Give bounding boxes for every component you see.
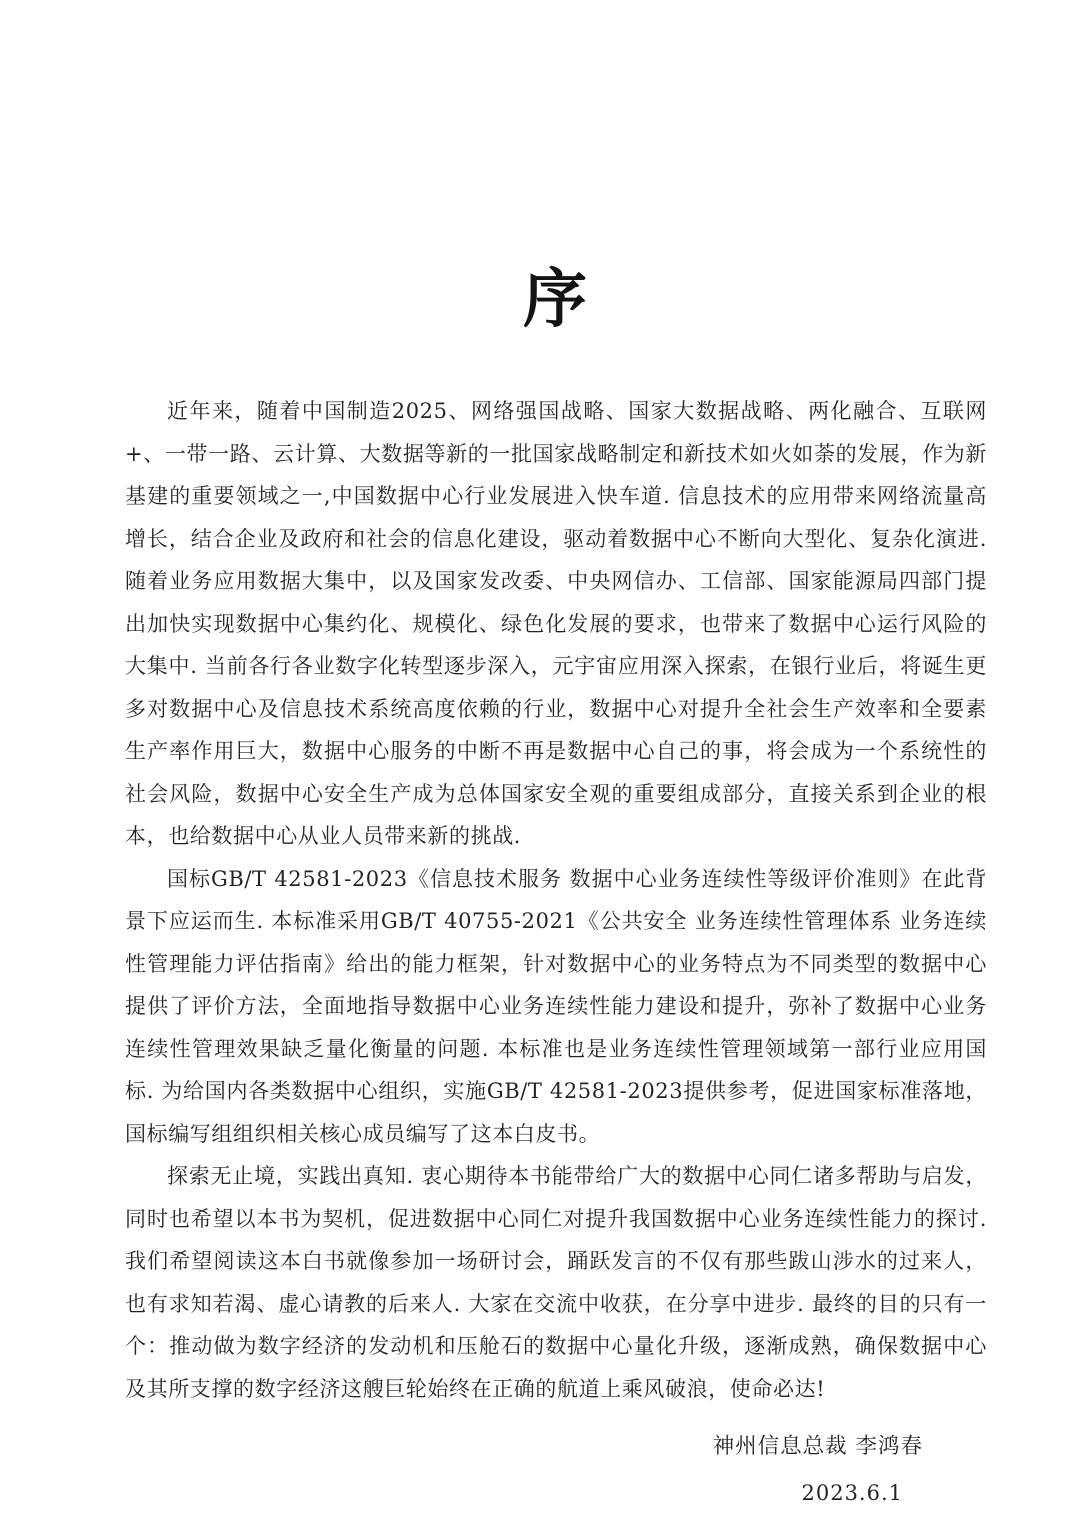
paragraph-1: 近年来，随着中国制造2025、网络强国战略、国家大数据战略、两化融合、互联网+、一带一路、云计算、大数据等新的一批国家战略制定和新技术如火如荼的发展，作为新基建的重要领域之一,中国数据中心行业发展进入快车道. 信息技术的应用带来网络流量高增长，结合企业及政府和社会的信息化建设，驱动着数据中心不断向大型化、复杂化演进. 随着业务应用数据大集中，以及国家发改委、中央网信办、工信部、国家能源局四部门提出加快实现数据中心集约化、规模化、绿色化发展的要求，也带来了数据中心运行风险的大集中. 当前各行各业数字化转型逐步深入，元宇宙应用深入探索，在银行业后，将诞生更多对数据中心及信息技术系统高度依赖的行业，数据中心对提升全社会生产效率和全要素生产率作用巨大，数据中心服务的中断不再是数据中心自己的事，将会成为一个系统性的社会风险，数据中心安全生产成为总体国家安全观的重要组成部分，直接关系到企业的根本，也给数据中心从业人员带来新的挑战.	[125, 399, 987, 848]
paragraph-2: 国标GB/T 42581-2023《信息技术服务 数据中心业务连续性等级评价准则》在此背景下应运而生. 本标准采用GB/T 40755-2021《公共安全 业务连续性管理体系 业务连续性管理能力评估指南》给出的能力框架，针对数据中心的业务特点为不同类型的数据中心提供了评价方法，全面地指导数据中心业务连续性能力建设和提升，弥补了数据中心业务连续性管理效果缺乏量化衡量的问题. 本标准也是业务连续性管理领域第一部行业应用国标. 为给国内各类数据中心组织，实施GB/T 42581-2023提供参考，促进国家标准落地，国标编写组组织相关核心成员编写了这本白皮书。	[125, 866, 987, 1146]
paragraph-3: 探索无止境，实践出真知. 衷心期待本书能带给广大的数据中心同仁诸多帮助与启发，同时也希望以本书为契机，促进数据中心同仁对提升我国数据中心业务连续性能力的探讨. 我们希望阅读这本白书就像参加一场研讨会，踊跃发言的不仅有那些跋山涉水的过来人，也有求知若渴、虚心请教的后来人. 大家在交流中收获，在分享中进步. 最终的目的只有一个：推动做为数字经济的发动机和压舱石的数据中心量化升级，逐渐成熟，确保数据中心及其所支撑的数字经济这艘巨轮始终在正确的航道上乘风破浪，使命必达!	[125, 1164, 987, 1401]
signature: 神州信息总裁 李鸿春	[712, 1434, 923, 1459]
date: 2023.6.1	[801, 1481, 903, 1505]
preface-body	[125, 390, 987, 1514]
page-title: 序	[523, 262, 589, 337]
